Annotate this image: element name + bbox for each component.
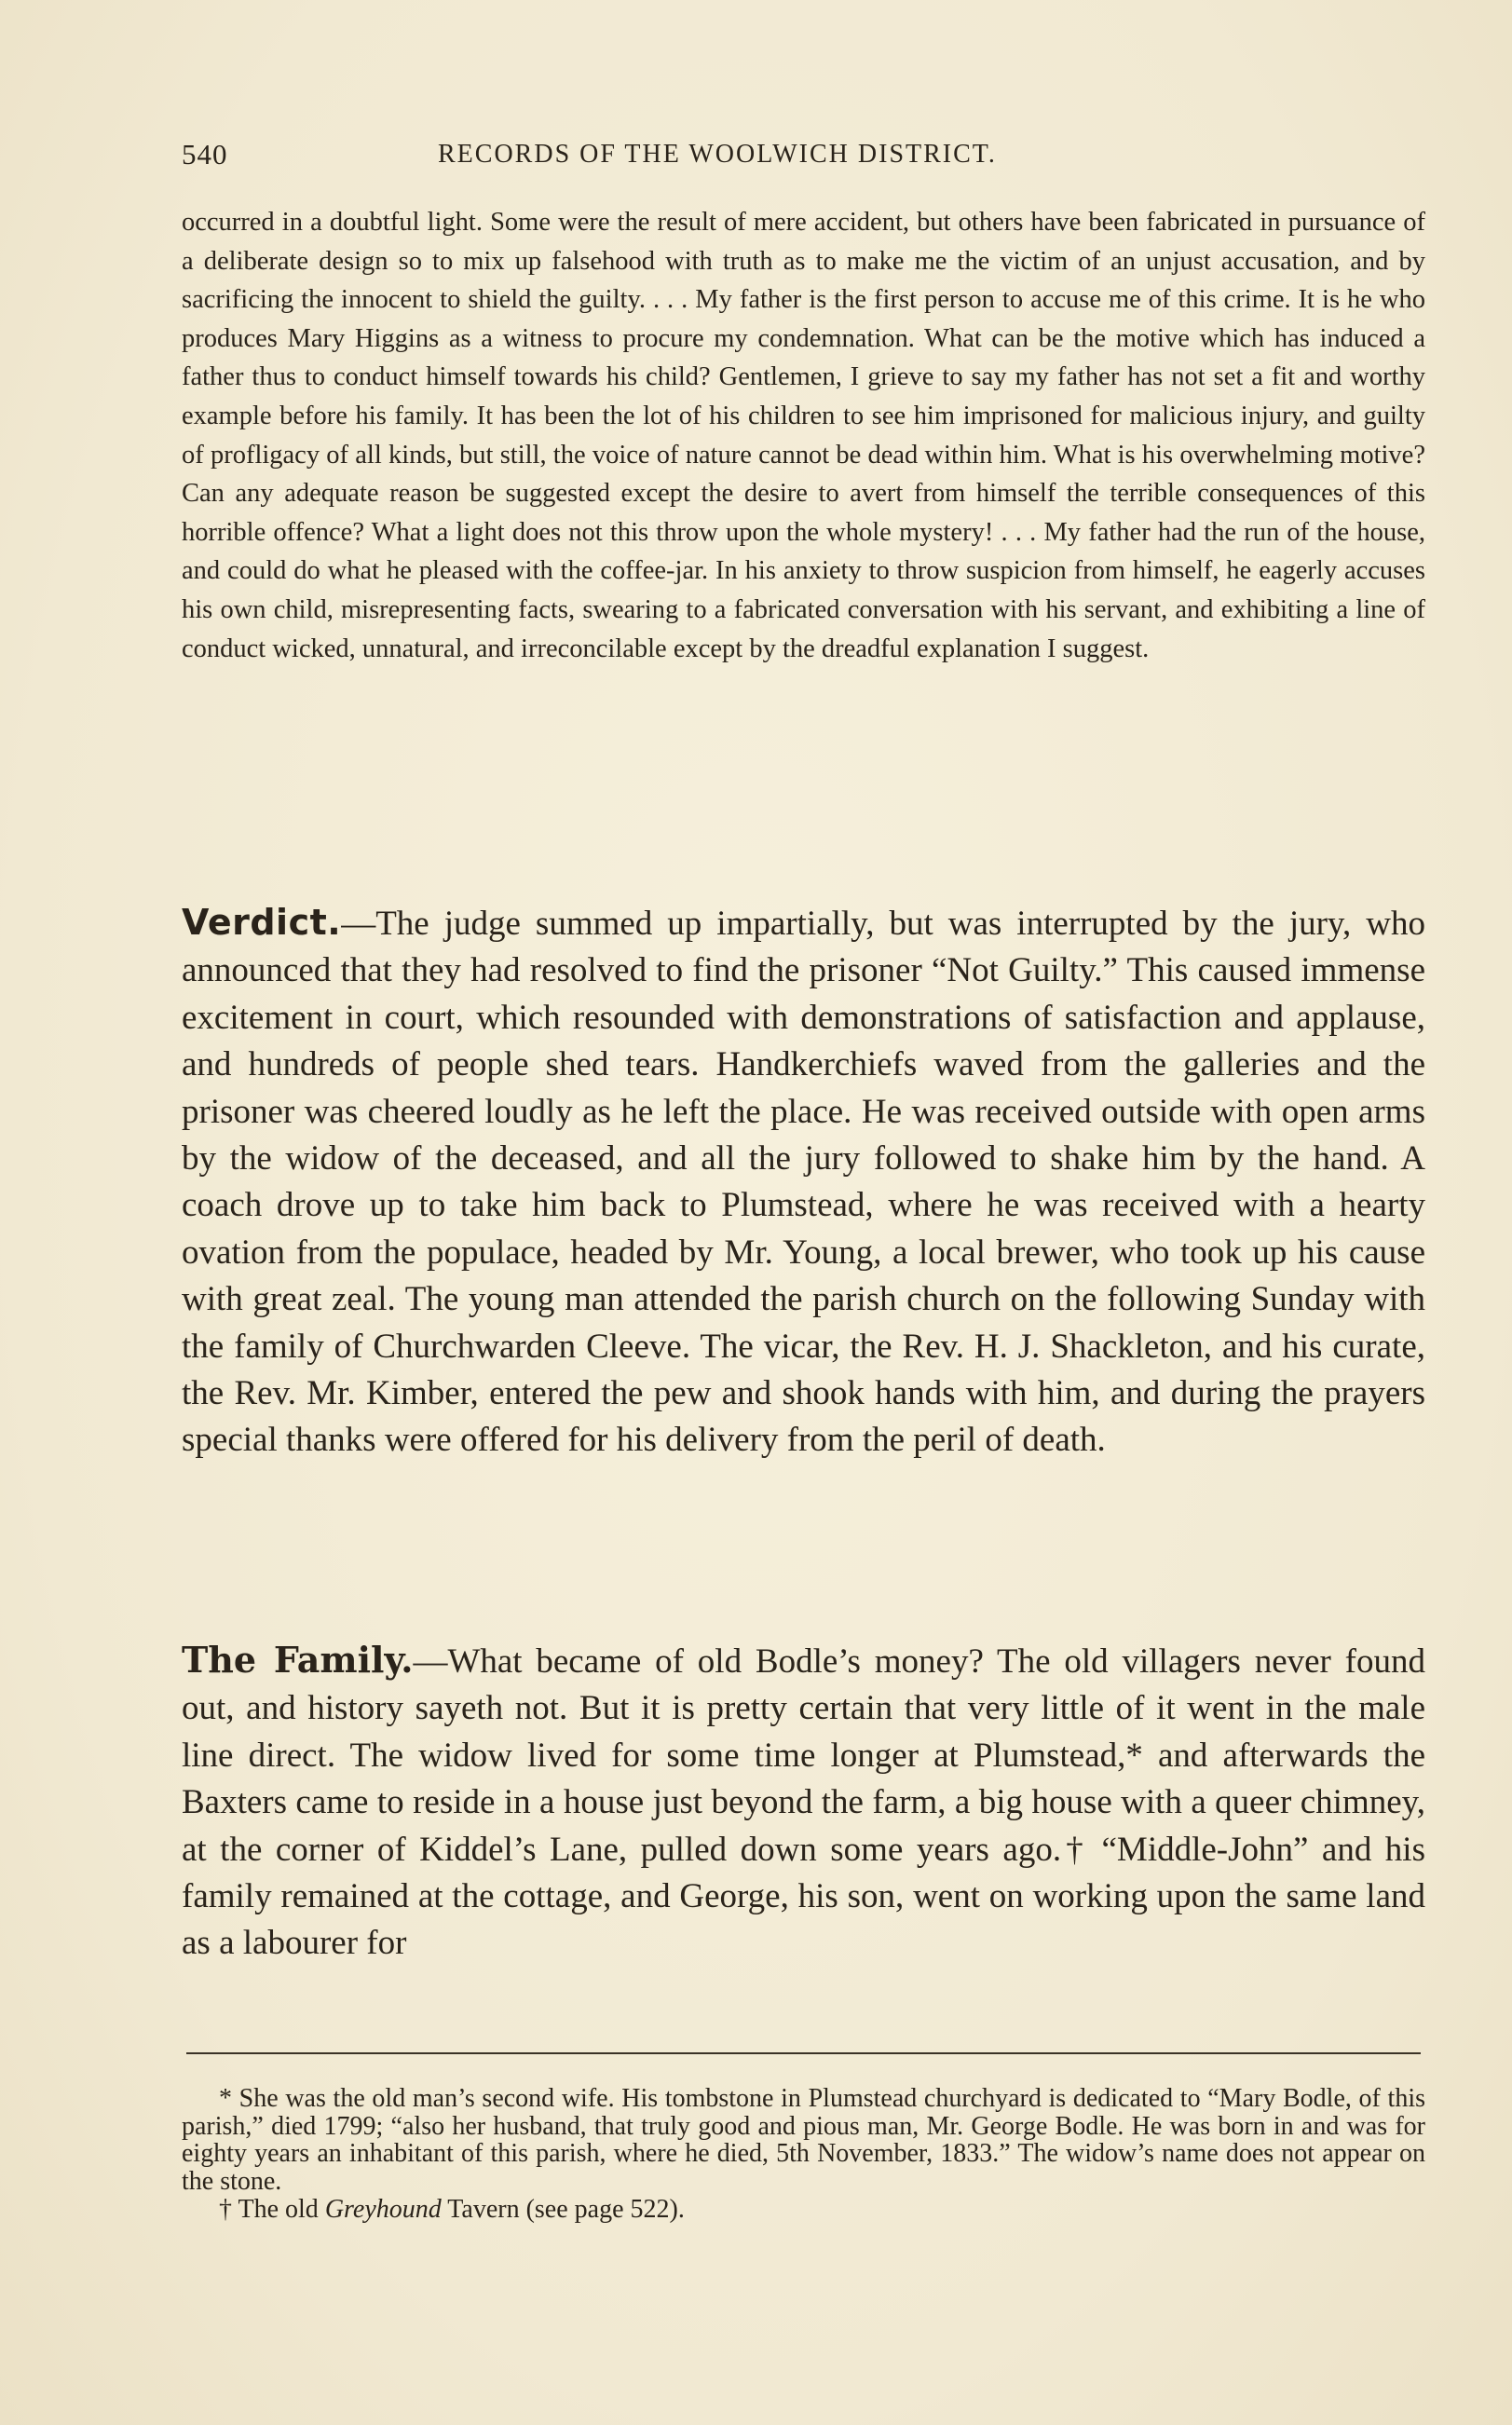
page-header (182, 138, 1425, 175)
footnote-2 (182, 2196, 1425, 2224)
verdict-heading: Verdict. (182, 902, 342, 943)
page-number: 540 (182, 138, 228, 170)
footnote-2-italic: Greyhound (324, 2195, 442, 2224)
footnote-2-prefix: † The old (219, 2195, 325, 2224)
family-text: —What became of old Bodle’s money? The old villagers never found out, and history sayeth not. But it is pretty certain that very little of it went in the male line direct. The widow lived for some time longer at Plumstead,* and afterwards the Baxters came to reside in a house just beyond the farm, a big house with a queer chimney, at the corner of Kiddel’s Lane, pulled down some years ago.† “Middle-John” and his family remained at the cottage, and George, his son, went on working upon the same land as a labourer for (182, 1642, 1425, 1963)
footnotes (182, 2085, 1425, 2224)
footnote-rule (186, 2052, 1421, 2054)
family-paragraph (182, 1637, 1425, 1968)
verdict-text: —The judge summed up impartially, but was interrupted by the jury, who announced that they had resolved to find the prisoner “Not Guilty.” This caused immense excitement in court, which resounded with demonstrations of satisfaction and applause, and hundreds of people shed tears. Handkerchiefs waved from the galleries and the prisoner was cheered loudly as he left the place. He was received outside with open arms by the widow of the deceased, and all the jury followed to shake him by the hand. A coach drove up to take him back to Plumstead, where he was received with a hearty ovation from the populace, headed by Mr. Young, a local brewer, who took up his cause with great zeal. The young man attended the parish church on the following Sunday with the family of Churchwarden Cleeve. The vicar, the Rev. H. J. Shackleton, and his curate, the Rev. Mr. Kimber, entered the pew and shook hands with him, and during the prayers special thanks were offered for his delivery from the peril of death. (182, 905, 1425, 1460)
footnote-2-suffix: Tavern (see page 522). (441, 2195, 685, 2224)
footnote-1: * She was the old man’s second wife. His tombstone in Plumstead churchyard is dedicated to “Mary Bodle, of this parish,” died 1799; “also her husband, that truly good and pious man, Mr. George Bodle. He was born in and was for eighty years an inhabitant of this parish, where he died, 5th November, 1833.” The widow’s name does not appear on the stone. (182, 2084, 1425, 2196)
running-title: RECORDS OF THE WOOLWICH DISTRICT. (438, 140, 997, 169)
verdict-paragraph (182, 899, 1425, 1465)
speech-paragraph: occurred in a doubtful light. Some were the result of mere accident, but others have been fabricated in pursuance of a deliberate design so to mix up falsehood with truth as to make me the victim of an unjust accusation, and by sacrificing the innocent to shield the guilty. . . . My father is the first person to accuse me of this crime. It is he who produces Mary Higgins as a witness to procure my condemnation. What can be the motive which has induced a father thus to conduct himself towards his child? Gentlemen, I grieve to say my father has not set a fit and worthy example before his family. It has been the lot of his children to see him imprisoned for malicious injury, and guilty of profligacy of all kinds, but still, the voice of nature cannot be dead within him. What is his overwhelming motive? Can any adequate reason be suggested except the desire to avert from himself the terrible consequences of this horrible offence? What a light does not this throw upon the whole mystery! . . . My father had the run of the house, and could do what he pleased with the coffee-jar. In his anxiety to throw suspicion from himself, he eagerly accuses his own child, misrepresenting facts, swearing to a fabricated conversation with his servant, and exhibiting a line of conduct wicked, unnatural, and irreconcilable except by the dreadful explanation I suggest. (182, 208, 1425, 663)
family-heading: The Family. (182, 1639, 414, 1681)
